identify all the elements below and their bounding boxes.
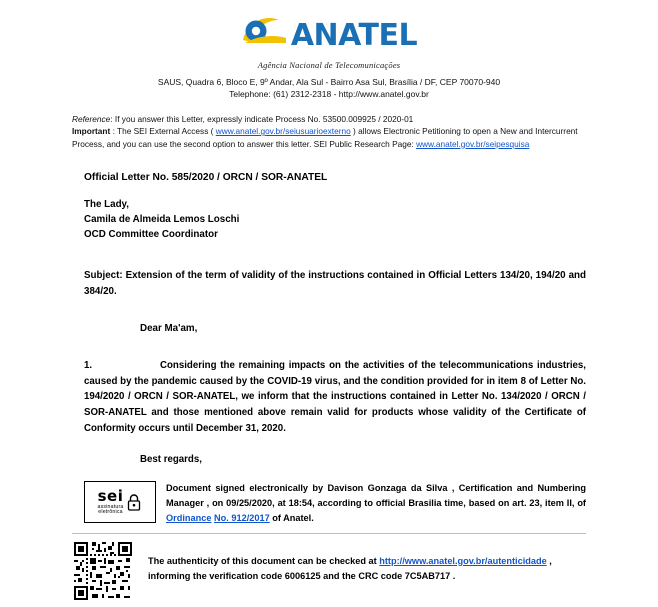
important-label: Important: [72, 126, 111, 137]
anatel-wordmark: ANATEL: [290, 18, 418, 53]
qr-code-icon: [72, 540, 134, 602]
letter-subject: Subject: Extension of the term of validity of the instructions contained in Official Letters 134/20, 194/20 and 384/20.: [84, 270, 586, 297]
authenticity-line-2: informing the verification code 6006125 and the CRC code 7C5AB717 .: [148, 570, 456, 581]
sei-stamp-text: [98, 489, 124, 516]
letter-closing: Best regards,: [140, 454, 202, 466]
signature-text-b: of Anatel.: [269, 512, 314, 523]
authenticity-text-a: The authenticity of this document can be checked at: [148, 555, 380, 566]
reference-text-3a: Process, and you can use the second option to answer this letter. SEI Public Research Page:: [72, 138, 417, 149]
footer-divider: [72, 533, 586, 534]
address-line-1: SAUS, Quadra 6, Bloco E, 9º Andar, Ala Sul - Bairro Asa Sul, Brasília / DF, CEP 70070-940: [157, 77, 501, 87]
letterhead-address: [0, 76, 658, 101]
reference-text-1: : If you answer this Letter, expressly indicate Process No. 53500.009925 / 2020-01: [110, 113, 414, 124]
address-line-2: Telephone: (61) 2312-2318 - http://www.anatel.gov.br: [229, 89, 429, 100]
reference-line-2: [72, 125, 586, 137]
addressee-line-2: Camila de Almeida Lemos Loschi: [84, 214, 240, 226]
letter-body: [84, 172, 586, 465]
anatel-logo: [241, 14, 417, 54]
sei-public-research-link[interactable]: www.anatel.gov.br/seipesquisa: [416, 138, 530, 149]
sei-stamp-subtitle-2: eletrônica: [98, 509, 123, 516]
sei-external-access-link[interactable]: www.anatel.gov.br/seiusuarioexterno: [215, 126, 351, 137]
signature-text: [166, 481, 586, 525]
addressee-line-3: OCD Committee Coordinator: [84, 229, 218, 241]
sei-signature-stamp: [84, 481, 156, 523]
reference-text-2a: : The SEI External Access (: [110, 126, 216, 137]
authenticity-text-b: ,: [546, 555, 552, 566]
anatel-swoosh-icon: [241, 14, 287, 54]
reference-line-3: [72, 138, 586, 150]
anatel-subtitle: Agência Nacional de Telecomunicações: [257, 60, 401, 70]
reference-text-2b: ) allows Electronic Petitioning to open a New and Intercurrent: [350, 126, 578, 137]
paragraph-number: 1.: [84, 359, 93, 371]
authenticity-link[interactable]: http://www.anatel.gov.br/autenticidade: [379, 555, 547, 566]
letter-greeting: Dear Ma'am,: [140, 322, 198, 334]
letter-paragraph-1: [84, 358, 586, 437]
lock-icon: [126, 492, 142, 512]
authenticity-block: [72, 540, 586, 602]
letter-number: Official Letter No. 585/2020 / ORCN / SOR-ANATEL: [84, 171, 328, 183]
reference-label: Reference: [72, 113, 111, 124]
authenticity-line-1: [148, 554, 552, 569]
sei-stamp-title: sei: [97, 487, 124, 506]
sei-stamp-subtitle-1: assinatura: [97, 503, 124, 510]
letterhead: [0, 0, 658, 70]
signature-text-a: Document signed electronically by Davison Gonzaga da Silva , Certification and Numbering Manager , on 09/25/2020, at 18:54, according to official Brasilia time, based on art. 23, item II, of: [166, 483, 586, 509]
reference-line-1: [72, 113, 586, 125]
addressee-block: [84, 197, 586, 243]
electronic-signature-block: [84, 481, 586, 525]
paragraph-text: Considering the remaining impacts on the activities of the telecommunications industries, caused by the pandemic caused by the COVID-19 virus, and the condition provided for in item 8 of Letter No. 194/2020 / ORCN / SOR-ANATEL, we inform that the instructions contained in Letter No. 134/2020 / ORCN / SOR-ANATEL and those mentioned above remain valid for products whose validity of the Certificate of Conformity occurs until December 31, 2020.: [84, 359, 586, 434]
ordinance-link-line-1[interactable]: Ordinance: [166, 512, 212, 523]
reference-block: [72, 113, 586, 150]
authenticity-text: [148, 540, 552, 584]
ordinance-link-line-2[interactable]: No. 912/2017: [214, 512, 270, 523]
addressee-line-1: The Lady,: [84, 198, 129, 210]
